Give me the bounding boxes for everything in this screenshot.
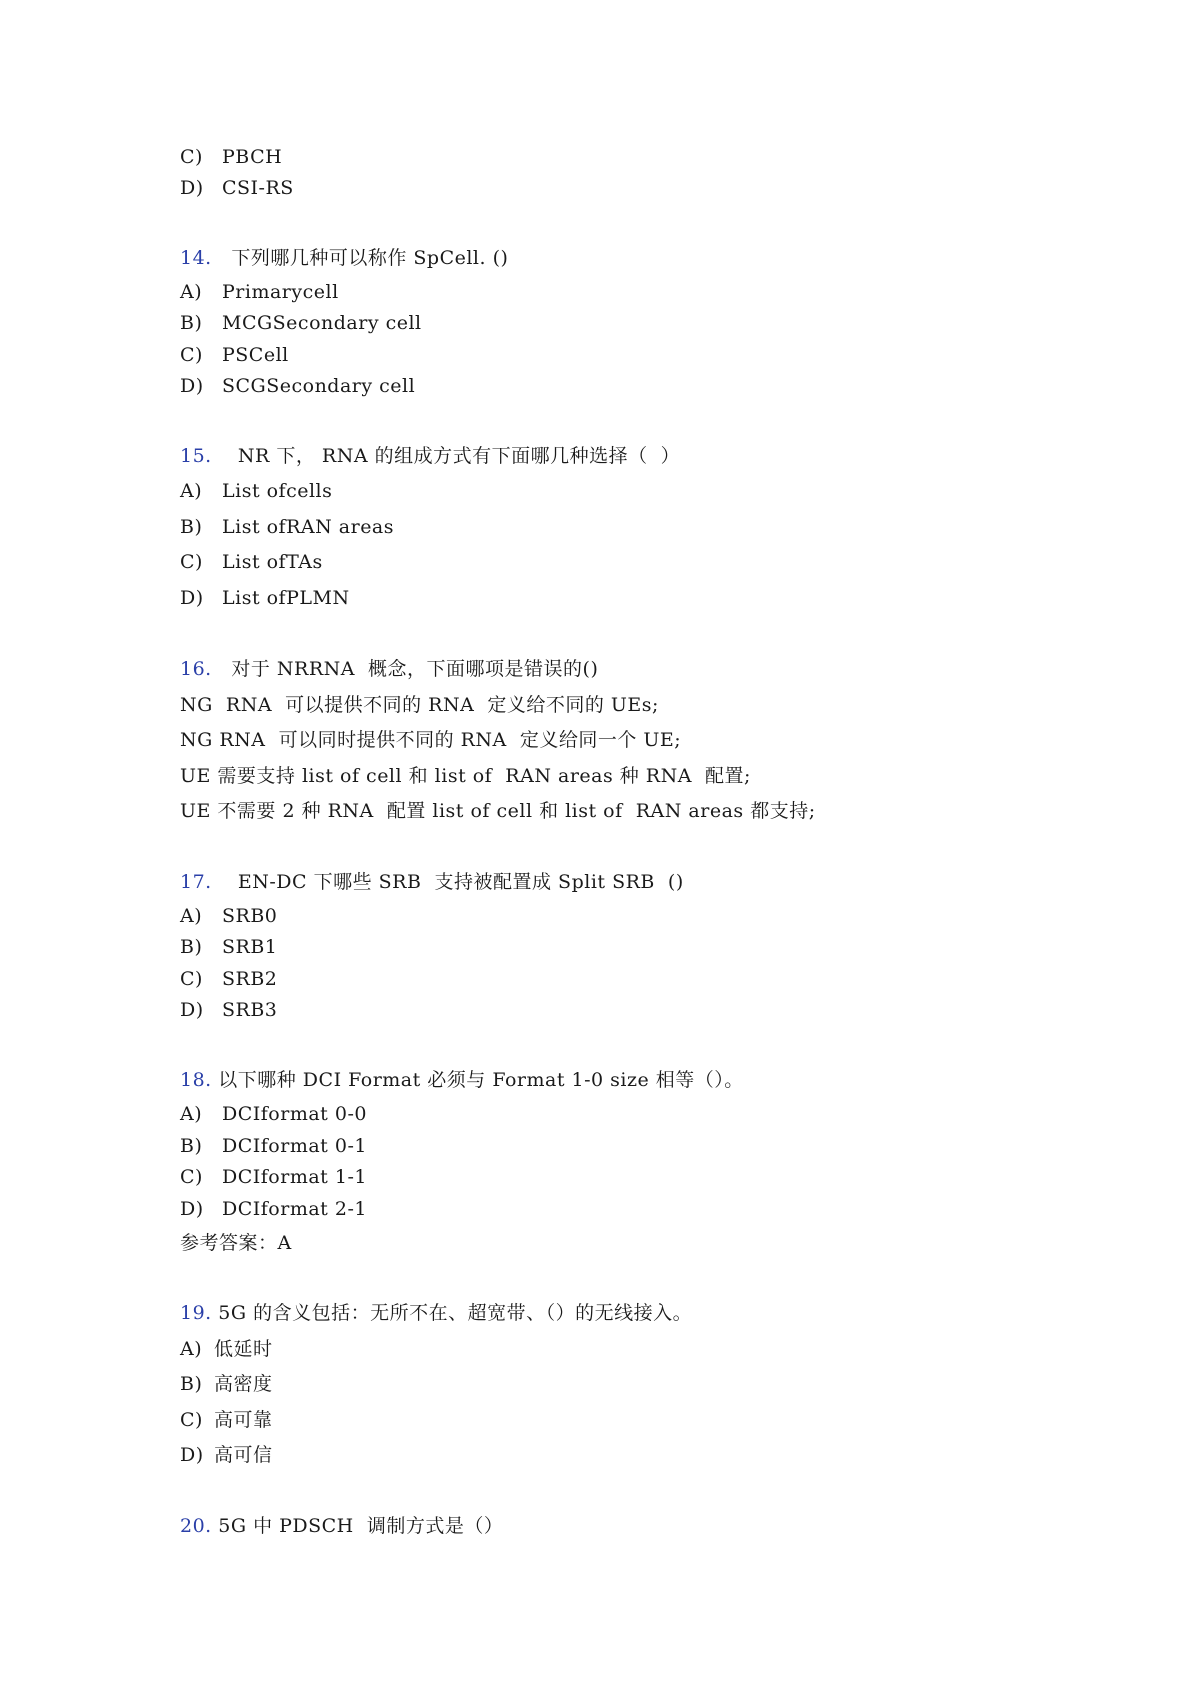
option-13-d: D) CSI-RS: [180, 177, 294, 199]
option-14-d: D) SCGSecondary cell: [180, 375, 416, 397]
option-18-a: A) DCIformat 0-0: [180, 1103, 367, 1125]
question-14-stem: 14. 下列哪几种可以称作 SpCell. (): [180, 247, 509, 269]
reference-answer: 参考答案：A: [180, 1232, 292, 1254]
option-14-c: C) PSCell: [180, 344, 289, 366]
option-18-c: C) DCIformat 1-1: [180, 1166, 367, 1188]
question-number: 18.: [180, 1069, 212, 1091]
question-17-stem: 17. EN-DC 下哪些 SRB 支持被配置成 Split SRB (): [180, 871, 684, 893]
statement-16-1: NG RNA 可以提供不同的 RNA 定义给不同的 UEs;: [180, 694, 659, 716]
statement-16-2: NG RNA 可以同时提供不同的 RNA 定义给同一个 UE;: [180, 729, 682, 751]
option-14-b: B) MCGSecondary cell: [180, 312, 422, 334]
option-18-d: D) DCIformat 2-1: [180, 1198, 367, 1220]
option-15-d: D) List ofPLMN: [180, 587, 350, 609]
option-15-b: B) List ofRAN areas: [180, 516, 395, 538]
option-14-a: A) Primarycell: [180, 281, 339, 303]
question-number: 15.: [180, 445, 212, 467]
statement-16-3: UE 需要支持 list of cell 和 list of RAN areas 种 RNA 配置;: [180, 765, 751, 787]
question-16-stem: 16. 对于 NRRNA 概念，下面哪项是错误的(): [180, 658, 599, 680]
option-17-c: C) SRB2: [180, 968, 278, 990]
question-15-stem: 15. NR 下， RNA 的组成方式有下面哪几种选择（ ）: [180, 445, 681, 467]
option-17-a: A) SRB0: [180, 905, 278, 927]
question-19-stem: 19. 5G 的含义包括：无所不在、超宽带、（）的无线接入。: [180, 1302, 693, 1324]
option-13-c: C) PBCH: [180, 146, 283, 168]
question-number: 16.: [180, 658, 212, 680]
option-19-d: D) 高可信: [180, 1444, 273, 1466]
option-15-a: A) List ofcells: [180, 480, 333, 502]
statement-16-4: UE 不需要 2 种 RNA 配置 list of cell 和 list of RAN areas 都支持;: [180, 800, 816, 822]
option-19-c: C) 高可靠: [180, 1409, 273, 1431]
option-19-b: B) 高密度: [180, 1373, 273, 1395]
option-18-b: B) DCIformat 0-1: [180, 1135, 367, 1157]
question-number: 19.: [180, 1302, 212, 1324]
option-19-a: A) 低延时: [180, 1338, 273, 1360]
question-number: 20.: [180, 1515, 212, 1537]
question-20-stem: 20. 5G 中 PDSCH 调制方式是（）: [180, 1515, 504, 1537]
option-17-b: B) SRB1: [180, 936, 278, 958]
question-18-stem: 18. 以下哪种 DCI Format 必须与 Format 1-0 size 相等（）。: [180, 1069, 744, 1091]
question-number: 14.: [180, 247, 212, 269]
option-17-d: D) SRB3: [180, 999, 278, 1021]
option-15-c: C) List ofTAs: [180, 551, 323, 573]
question-number: 17.: [180, 871, 212, 893]
